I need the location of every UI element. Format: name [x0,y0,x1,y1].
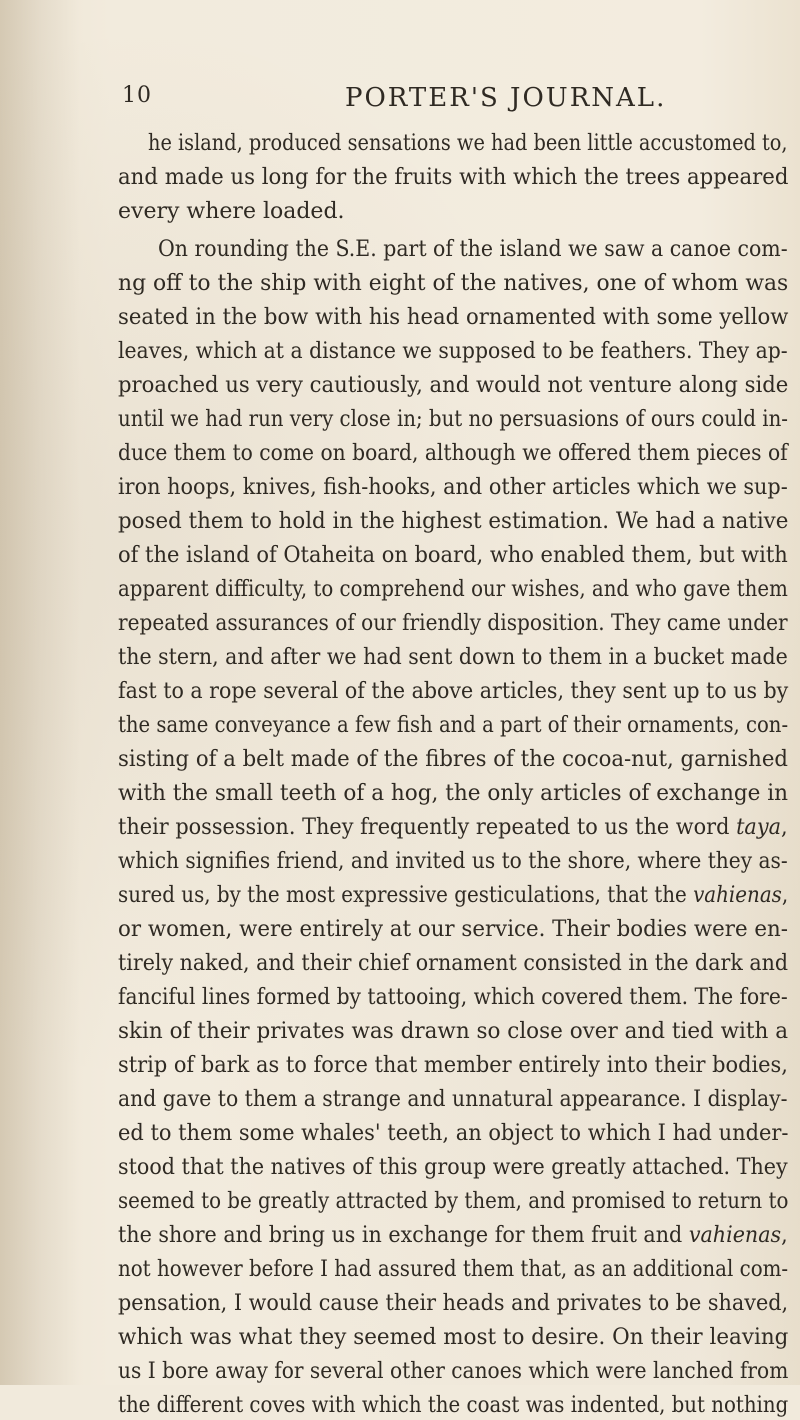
text-line: not however before I had assured them that, as an additional com- [118,1257,789,1282]
page-number: 10 [122,83,152,108]
journal-title: PORTER'S JOURNAL. [345,83,667,113]
text-line: the shore and bring us in exchange for them fruit and vahienas, [118,1223,788,1248]
text-line: the different coves with which the coast was indented, but nothing [118,1393,789,1418]
text-line: stood that the natives of this group were greatly attached. They [118,1155,788,1180]
text-line: On rounding the S.E. part of the island we saw a canoe com- [158,237,788,262]
text-line: us I bore away for several other canoes which were lanched from [118,1359,789,1384]
gutter-shadow [0,0,80,1385]
text-line: and made us long for the fruits with which the trees appeared [118,165,789,190]
text-line: seated in the bow with his head ornamented with some yellow [118,305,789,330]
text-line: fast to a rope several of the above articles, they sent up to us by [118,679,789,704]
text-line: fanciful lines formed by tattooing, which covered them. The fore- [118,985,788,1010]
text-line: or women, were entirely at our service. Their bodies were en- [118,917,788,942]
text-line: which was what they seemed most to desire. On their leaving [118,1325,789,1350]
text-line: of the island of Otaheita on board, who enabled them, but with [118,543,788,568]
text-line: strip of bark as to force that member entirely into their bodies, [118,1053,788,1078]
text-line: apparent difficulty, to comprehend our wishes, and who gave them [118,577,788,602]
text-line: skin of their privates was drawn so close over and tied with a [118,1019,789,1044]
text-line: and gave to them a strange and unnatural appearance. I display- [118,1087,788,1112]
text-line: duce them to come on board, although we offered them pieces of [118,441,788,466]
text-line: the same conveyance a few fish and a part of their ornaments, con- [118,713,789,738]
text-line: their possession. They frequently repeated to us the word taya, [118,815,788,840]
text-line: pensation, I would cause their heads and privates to be shaved, [118,1291,789,1316]
text-line: ng off to the ship with eight of the natives, one of whom was [118,271,789,296]
text-line: repeated assurances of our friendly disposition. They came under [118,611,788,636]
text-line: seemed to be greatly attracted by them, and promised to return to [118,1189,789,1214]
text-line: sisting of a belt made of the fibres of the cocoa-nut, garnished [118,747,788,772]
text-line: leaves, which at a distance we supposed to be feathers. They ap- [118,339,788,364]
text-line: which signifies friend, and invited us to the shore, where they as- [118,849,788,874]
text-line: iron hoops, knives, fish-hooks, and other articles which we sup- [118,475,788,500]
text-line: the stern, and after we had sent down to them in a bucket made [118,645,788,670]
text-line: until we had run very close in; but no persuasions of ours could in- [118,407,788,432]
text-line: he island, produced sensations we had been little accustomed to, [148,131,788,156]
running-head [0,83,800,123]
text-line: proached us very cautiously, and would not venture along side [118,373,789,398]
text-line: every where loaded. [118,199,345,224]
text-line: with the small teeth of a hog, the only articles of exchange in [118,781,789,806]
text-line: tirely naked, and their chief ornament consisted in the dark and [118,951,789,976]
text-line: sured us, by the most expressive gesticulations, that the vahienas, [118,883,789,908]
text-line: ed to them some whales' teeth, an object to which I had under- [118,1121,789,1146]
text-line: posed them to hold in the highest estimation. We had a native [118,509,789,534]
